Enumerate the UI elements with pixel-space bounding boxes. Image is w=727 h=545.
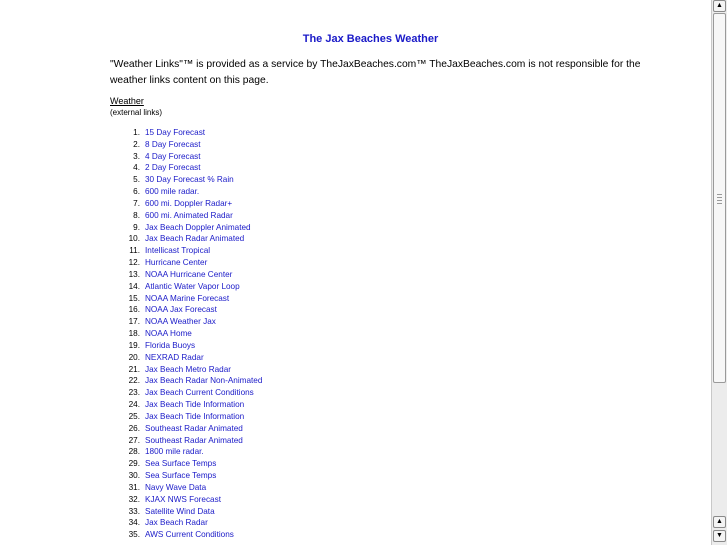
list-item-number: 31.	[128, 482, 140, 492]
weather-link[interactable]: NOAA Marine Forecast	[145, 293, 230, 303]
grip-icon	[717, 194, 722, 206]
list-item-number: 30.	[128, 471, 140, 481]
list-item-number: 35.	[128, 530, 140, 540]
list-item-number: 20.	[128, 352, 140, 362]
list-item-number: 14.	[128, 281, 140, 291]
list-item-number: 2.	[133, 139, 140, 149]
weather-link[interactable]: 1800 mile radar.	[145, 447, 204, 457]
weather-link[interactable]: Jax Beach Tide Information	[145, 400, 245, 410]
scroll-up-button[interactable]	[713, 0, 726, 12]
weather-link[interactable]: KJAX NWS Forecast	[145, 494, 221, 504]
weather-link[interactable]: Florida Buoys	[145, 340, 196, 350]
weather-link[interactable]: Jax Beach Radar Non-Animated	[145, 376, 263, 386]
list-item-number: 17.	[128, 317, 140, 327]
weather-link[interactable]: 4 Day Forecast	[145, 151, 201, 161]
list-item-number: 21.	[128, 364, 140, 374]
weather-link[interactable]: Jax Beach Doppler Animated	[145, 222, 251, 232]
weather-link[interactable]: 2 Day Forecast	[145, 163, 201, 173]
weather-link[interactable]: Atlantic Water Vapor Loop	[145, 281, 240, 291]
weather-link[interactable]: Jax Beach Current Conditions	[145, 388, 254, 398]
list-item-number: 32.	[128, 494, 140, 504]
list-item-number: 26.	[128, 423, 140, 433]
list-item-number: 33.	[128, 506, 140, 516]
scrollbar-thumb[interactable]	[713, 13, 726, 383]
list-item-number: 16.	[128, 305, 140, 315]
weather-link[interactable]: NEXRAD Radar	[145, 352, 204, 362]
list-item-number: 11.	[129, 246, 140, 256]
section-note: (external links)	[110, 108, 163, 117]
list-item-number: 15.	[128, 293, 140, 303]
weather-link[interactable]: Satellite Wind Data	[145, 506, 215, 516]
list-item-number: 7.	[133, 198, 140, 208]
weather-link[interactable]: 600 mi. Animated Radar	[145, 210, 233, 220]
list-item-number: 13.	[128, 269, 140, 279]
weather-link[interactable]: Navy Wave Data	[145, 482, 207, 492]
weather-link[interactable]: Jax Beach Radar Animated	[145, 234, 245, 244]
list-item-number: 9.	[133, 222, 140, 232]
arrow-down-icon: ▼	[716, 532, 723, 539]
list-item-number: 28.	[128, 447, 140, 457]
page-title: The Jax Beaches Weather	[302, 33, 439, 45]
list-item-number: 1.	[133, 128, 140, 137]
vertical-scrollbar[interactable]	[711, 0, 727, 545]
weather-link[interactable]: Sea Surface Temps	[145, 471, 217, 481]
list-item-number: 22.	[128, 376, 140, 386]
arrow-up-icon: ▲	[716, 2, 723, 9]
list-item-number: 12.	[128, 258, 140, 268]
list-item-number: 5.	[133, 175, 140, 185]
weather-link[interactable]: Hurricane Center	[145, 258, 208, 268]
weather-link[interactable]: Jax Beach Tide Information	[145, 411, 245, 421]
arrow-up-icon: ▲	[716, 518, 723, 525]
section-heading-weather: Weather	[110, 96, 144, 106]
weather-link[interactable]: NOAA Weather Jax	[145, 317, 216, 327]
list-item-number: 24.	[128, 400, 140, 410]
weather-link[interactable]: Sea Surface Temps	[145, 459, 217, 469]
weather-link[interactable]: Southeast Radar Animated	[145, 423, 243, 433]
weather-link[interactable]: Southeast Radar Animated	[145, 435, 243, 445]
list-item-number: 25.	[128, 411, 140, 421]
list-item-number: 23.	[128, 388, 140, 398]
list-item-number: 34.	[128, 518, 140, 528]
list-item-number: 29.	[128, 459, 140, 469]
list-item-number: 10.	[128, 234, 140, 244]
weather-link[interactable]: 30 Day Forecast % Rain	[145, 175, 234, 185]
weather-link[interactable]: NOAA Home	[145, 329, 192, 339]
weather-link[interactable]: NOAA Hurricane Center	[145, 269, 233, 279]
weather-link[interactable]: 15 Day Forecast	[145, 128, 206, 137]
list-item-number: 6.	[133, 187, 140, 197]
list-item-number: 27.	[128, 435, 140, 445]
list-item-number: 4.	[133, 163, 140, 173]
weather-link[interactable]: Jax Beach Metro Radar	[145, 364, 232, 374]
list-item-number: 8.	[133, 210, 140, 220]
weather-link[interactable]: Intellicast Tropical	[145, 246, 211, 256]
weather-link[interactable]: 8 Day Forecast	[145, 139, 201, 149]
weather-link[interactable]: 600 mile radar.	[145, 187, 200, 197]
intro-text: "Weather Links"™ is provided as a service by TheJaxBeaches.com™ TheJaxBeaches.com is not responsible for the weather links content on this page.	[110, 59, 641, 86]
scroll-up-button-bottom[interactable]	[713, 516, 726, 528]
weather-link[interactable]: 600 mi. Doppler Radar+	[145, 198, 233, 208]
list-item-number: 18.	[128, 329, 140, 339]
weather-link[interactable]: Jax Beach Radar	[145, 518, 208, 528]
list-item-number: 3.	[133, 151, 140, 161]
weather-link[interactable]: AWS Current Conditions	[145, 530, 234, 540]
list-item-number: 19.	[128, 340, 140, 350]
weather-link[interactable]: NOAA Jax Forecast	[145, 305, 217, 315]
scroll-down-button[interactable]	[713, 530, 726, 542]
